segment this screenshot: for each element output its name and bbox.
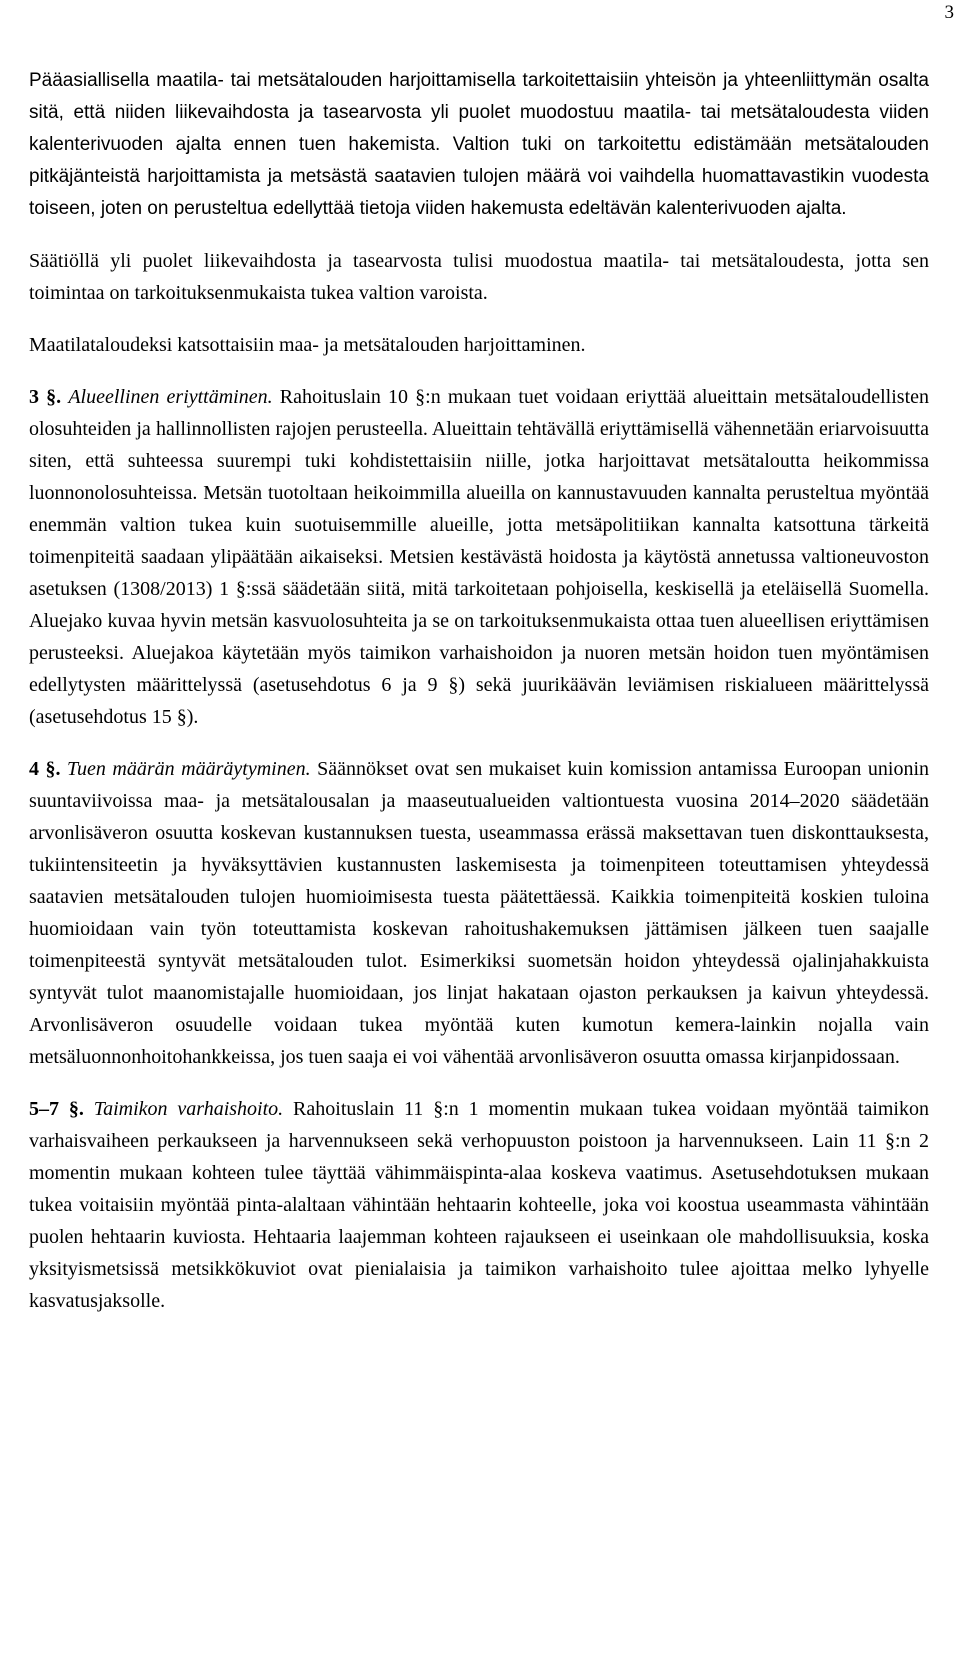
section-5-7-paragraph [29, 1093, 929, 1317]
document-body [29, 65, 929, 1317]
paragraph-3: Maatilataloudeksi katsottaisiin maa- ja metsätalouden harjoittaminen. [29, 334, 586, 356]
section-text: Säännökset ovat sen mukaiset kuin komission antamissa Euroopan unionin suuntaviivoissa maa- ja metsätalousalan ja maaseutualueiden valtiontuesta vuosina 2014–2020 säädetään arvonlisäveron osuutta koskevan kustannuksen tuesta, useammassa erässä maksettavan tuen diskonttauksesta, tukiintensiteetin ja hyväksyttävien kustannusten laskemisesta ja toimenpiteen toteuttamisen yhteydessä saatavien metsätalouden tulojen huomioimisesta tuesta päätettäessä. Kaikkia toimenpiteitä koskien tuloina huomioidaan vain työn toteuttamista koskevan rahoitushakemuksen jättämisen jälkeen tuen saajalle toimenpiteestä syntyvät metsätalouden tulot. Esimerkiksi suometsän hoidon yhteydessä ojalinjahakkuista syntyvät tulot maanomistajalle huomioidaan, jos linjat hakataan ojaston perkauksen ja kaivun yhteydessä. Arvonlisäveron osuudelle voidaan tukea myöntää kuten kumotun kemera-lainkin nojalla vain metsäluonnonhoitohankkeissa, jos tuen saaja ei voi vähentää arvonlisäveron osuutta omassa kirjanpidossaan. [29, 758, 930, 1068]
section-title: Tuen määrän määräytyminen. [67, 758, 311, 780]
section-text: Rahoituslain 11 §:n 1 momentin mukaan tukea voidaan myöntää taimikon varhaisvaiheen perkaukseen ja harvennukseen sekä verhopuuston poistoon ja harvennukseen. Lain 11 §:n 2 momentin mukaan kohteen tulee täyttää vähimmäispinta-alaa koskeva vaatimus. Asetusehdotuksen mukaan tukea voitaisiin myöntää pinta-alaltaan vähintään hehtaarin kohteelle, joka voi koostua useammasta vähintään puolen hehtaarin kuviosta. Hehtaaria laajemman kohteen rajaukseen ei useinkaan ole mahdollisuuksia, koska yksityismetsissä metsikkökuviot ovat pienialaisia ja taimikon varhaishoito tulee ajoittaa melko lyhyelle kasvatusjaksolle. [29, 1098, 929, 1312]
page-number: 3 [944, 2, 954, 23]
paragraph-2: Säätiöllä yli puolet liikevaihdosta ja tasearvosta tulisi muodostua maatila- tai metsätaloudesta, jotta sen toimintaa on tarkoituksenmukaista tukea valtion varoista. [29, 250, 929, 304]
section-number: 3 §. [29, 386, 62, 408]
section-3-paragraph [29, 381, 929, 733]
section-title: Taimikon varhaishoito. [93, 1098, 284, 1120]
paragraph-1: Pääasiallisella maatila- tai metsätalouden harjoittamisella tarkoitettaisiin yhteisön ja yhteenliittymän osalta sitä, että niiden liikevaihdosta ja tasearvosta yli puolet muodostuu maatila- tai metsätaloudesta viiden kalenterivuoden ajalta ennen tuen hakemista. Valtion tuki on tarkoitettu edistämään metsätalouden pitkäjänteistä harjoittamista ja metsästä saatavien tulojen määrä voi vaihdella huomattavastikin vuodesta toiseen, joten on perusteltua edellyttää tietoja viiden hakemusta edeltävän kalenterivuoden ajalta. [29, 70, 929, 219]
section-text: Rahoituslain 10 §:n mukaan tuet voidaan eriyttää alueittain metsätaloudellisten olosuhteiden ja hallinnollisten rajojen perusteella. Alueittain tehtävällä eriyttämisellä vähennetään eriarvoisuutta siten, että suhteessa suurempi tuki kohdistettaisiin niille, jotka harjoittavat metsätaloutta heikommissa luonnonolosuhteissa. Metsän tuotoltaan heikoimmilla alueilla on kannustavuuden kannalta perusteltua myöntää enemmän valtion tukea kuin suotuisemmille alueille, jotta metsäpolitiikan kannalta katsottuna tärkeitä toimenpiteitä saadaan ylipäätään aikaiseksi. Metsien kestävästä hoidosta ja käytöstä annetussa valtioneuvoston asetuksen (1308/2013) 1 §:ssä säädetään siitä, mitä tarkoitetaan pohjoisella, keskisellä ja eteläisellä Suomella. Aluejako kuvaa hyvin metsän kasvuolosuhteita ja se on tarkoituksenmukaista ottaa tuen alueellisen eriyttämisen perusteeksi. Aluejakoa käytetään myös taimikon varhaishoidon ja nuoren metsän hoidon tuen myöntämisen edellytysten määrittelyssä (asetusehdotus 6 ja 9 §) sekä juurikäävän leviämisen riskialueen määrittelyssä (asetusehdotus 15 §). [29, 386, 929, 728]
section-4-paragraph [29, 753, 929, 1073]
section-title: Alueellinen eriyttäminen. [68, 386, 273, 408]
section-number: 4 §. [29, 758, 61, 780]
section-number: 5–7 §. [29, 1098, 84, 1120]
